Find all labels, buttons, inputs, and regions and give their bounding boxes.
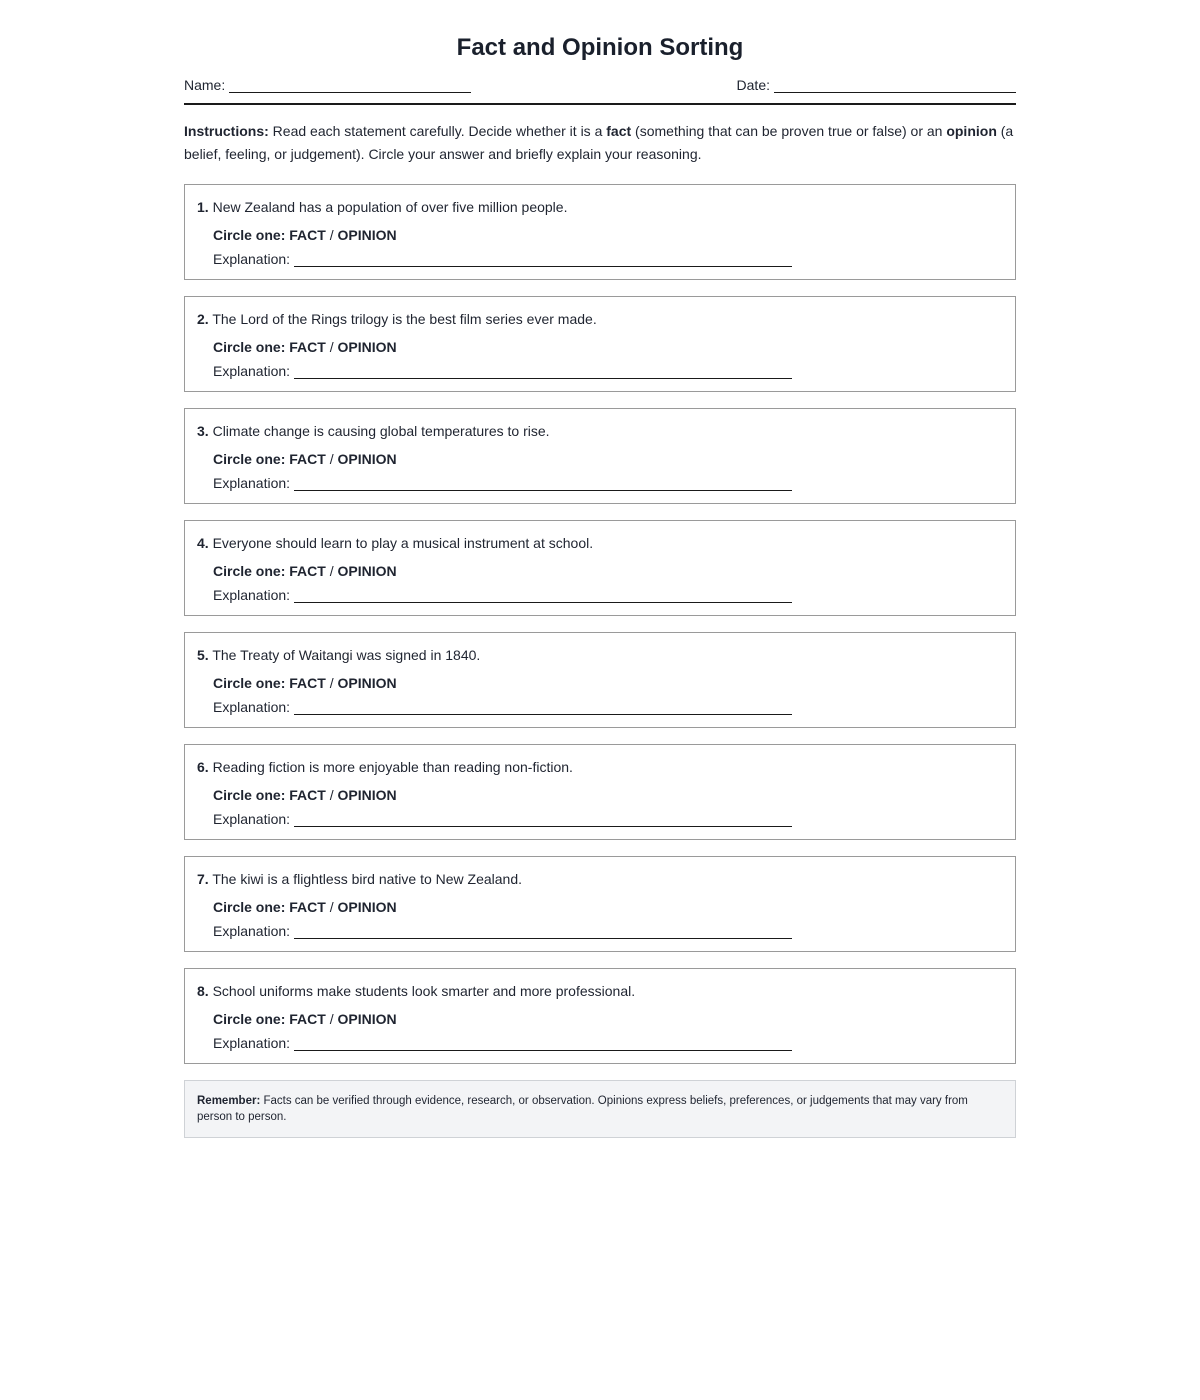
question-box <box>184 744 1016 840</box>
opinion-option[interactable]: OPINION <box>337 787 397 803</box>
explanation-line[interactable] <box>294 923 792 939</box>
date-line[interactable] <box>774 76 1016 93</box>
choice-separator: / <box>325 899 338 915</box>
question-list <box>184 184 1016 1064</box>
remember-label: Remember: <box>197 1095 261 1107</box>
explanation-field[interactable] <box>213 475 1003 491</box>
question-statement <box>197 423 1003 439</box>
worksheet-page <box>184 0 1016 1138</box>
fact-option[interactable]: FACT <box>289 563 326 579</box>
question-statement <box>197 871 1003 887</box>
question-box <box>184 968 1016 1064</box>
question-number: 4. <box>197 535 209 551</box>
question-statement <box>197 759 1003 775</box>
circle-prefix: Circle one: <box>213 227 290 243</box>
question-text: The Treaty of Waitangi was signed in 1840. <box>208 647 481 663</box>
opinion-option[interactable]: OPINION <box>337 339 397 355</box>
circle-prefix: Circle one: <box>213 1011 290 1027</box>
choice-separator: / <box>325 339 338 355</box>
question-box <box>184 856 1016 952</box>
explanation-field[interactable] <box>213 923 1003 939</box>
explanation-line[interactable] <box>294 699 792 715</box>
fact-word: fact <box>606 123 632 139</box>
choice-separator: / <box>325 1011 338 1027</box>
explanation-label: Explanation: <box>213 363 291 379</box>
page-title: Fact and Opinion Sorting <box>456 34 744 61</box>
explanation-label: Explanation: <box>213 811 291 827</box>
circle-choice <box>213 675 1003 691</box>
question-box <box>184 520 1016 616</box>
question-number: 6. <box>197 759 209 775</box>
question-box <box>184 632 1016 728</box>
circle-choice <box>213 339 1003 355</box>
header-fields <box>184 76 1016 105</box>
question-box <box>184 408 1016 504</box>
instructions-text-2: (something that can be proven true or false) or an <box>631 123 947 139</box>
circle-choice <box>213 787 1003 803</box>
opinion-option[interactable]: OPINION <box>337 1011 397 1027</box>
question-box <box>184 296 1016 392</box>
fact-option[interactable]: FACT <box>289 339 326 355</box>
choice-separator: / <box>325 787 338 803</box>
question-statement <box>197 311 1003 327</box>
explanation-line[interactable] <box>294 251 792 267</box>
question-text: Everyone should learn to play a musical instrument at school. <box>208 535 594 551</box>
opinion-word: opinion <box>946 123 997 139</box>
choice-separator: / <box>325 451 338 467</box>
explanation-field[interactable] <box>213 811 1003 827</box>
instructions-label: Instructions: <box>184 123 269 139</box>
choice-separator: / <box>325 675 338 691</box>
question-statement <box>197 199 1003 215</box>
question-number: 1. <box>197 199 209 215</box>
fact-option[interactable]: FACT <box>289 1011 326 1027</box>
fact-option[interactable]: FACT <box>289 675 326 691</box>
instructions-text-1: Read each statement carefully. Decide whether it is a <box>268 123 607 139</box>
question-number: 8. <box>197 983 209 999</box>
explanation-label: Explanation: <box>213 1035 291 1051</box>
question-box <box>184 184 1016 280</box>
name-field[interactable] <box>184 76 471 93</box>
question-text: Reading fiction is more enjoyable than reading non-fiction. <box>208 759 573 775</box>
remember-box <box>184 1080 1016 1138</box>
explanation-field[interactable] <box>213 251 1003 267</box>
fact-option[interactable]: FACT <box>289 899 326 915</box>
opinion-option[interactable]: OPINION <box>337 227 397 243</box>
explanation-field[interactable] <box>213 363 1003 379</box>
circle-choice <box>213 451 1003 467</box>
question-statement <box>197 983 1003 999</box>
fact-option[interactable]: FACT <box>289 787 326 803</box>
explanation-field[interactable] <box>213 587 1003 603</box>
explanation-line[interactable] <box>294 363 792 379</box>
question-text: School uniforms make students look smarter and more professional. <box>208 983 636 999</box>
date-field[interactable] <box>737 76 1016 93</box>
question-text: The kiwi is a flightless bird native to New Zealand. <box>208 871 523 887</box>
name-label: Name: <box>184 77 226 93</box>
explanation-label: Explanation: <box>213 251 291 267</box>
question-text: Climate change is causing global temperatures to rise. <box>208 423 550 439</box>
circle-prefix: Circle one: <box>213 899 290 915</box>
fact-option[interactable]: FACT <box>289 227 326 243</box>
circle-prefix: Circle one: <box>213 451 290 467</box>
circle-prefix: Circle one: <box>213 675 290 691</box>
question-text: The Lord of the Rings trilogy is the best film series ever made. <box>208 311 597 327</box>
choice-separator: / <box>325 227 338 243</box>
explanation-line[interactable] <box>294 1035 792 1051</box>
name-line[interactable] <box>229 76 471 93</box>
opinion-option[interactable]: OPINION <box>337 451 397 467</box>
circle-choice <box>213 899 1003 915</box>
circle-choice <box>213 1011 1003 1027</box>
explanation-label: Explanation: <box>213 699 291 715</box>
circle-prefix: Circle one: <box>213 787 290 803</box>
choice-separator: / <box>325 563 338 579</box>
question-text: New Zealand has a population of over five million people. <box>208 199 568 215</box>
remember-text: Facts can be verified through evidence, research, or observation. Opinions express beliefs, preferences, or judgements that may vary from person to person. <box>197 1095 968 1123</box>
circle-choice <box>213 227 1003 243</box>
instructions <box>184 120 1016 166</box>
explanation-field[interactable] <box>213 1035 1003 1051</box>
explanation-field[interactable] <box>213 699 1003 715</box>
explanation-line[interactable] <box>294 587 792 603</box>
opinion-option[interactable]: OPINION <box>337 899 397 915</box>
explanation-label: Explanation: <box>213 475 291 491</box>
explanation-line[interactable] <box>294 475 792 491</box>
explanation-line[interactable] <box>294 811 792 827</box>
date-label: Date: <box>736 77 770 93</box>
opinion-option[interactable]: OPINION <box>337 675 397 691</box>
question-number: 5. <box>197 647 209 663</box>
question-statement <box>197 647 1003 663</box>
question-statement <box>197 535 1003 551</box>
question-number: 7. <box>197 871 209 887</box>
circle-prefix: Circle one: <box>213 563 290 579</box>
explanation-label: Explanation: <box>213 587 291 603</box>
question-number: 2. <box>197 311 209 327</box>
fact-option[interactable]: FACT <box>289 451 326 467</box>
circle-prefix: Circle one: <box>213 339 290 355</box>
circle-choice <box>213 563 1003 579</box>
explanation-label: Explanation: <box>213 923 291 939</box>
question-number: 3. <box>197 423 209 439</box>
instructions-text-3: (a belief, feeling, or judgement). Circle your answer and briefly explain your reasoning. <box>184 123 1014 162</box>
opinion-option[interactable]: OPINION <box>337 563 397 579</box>
